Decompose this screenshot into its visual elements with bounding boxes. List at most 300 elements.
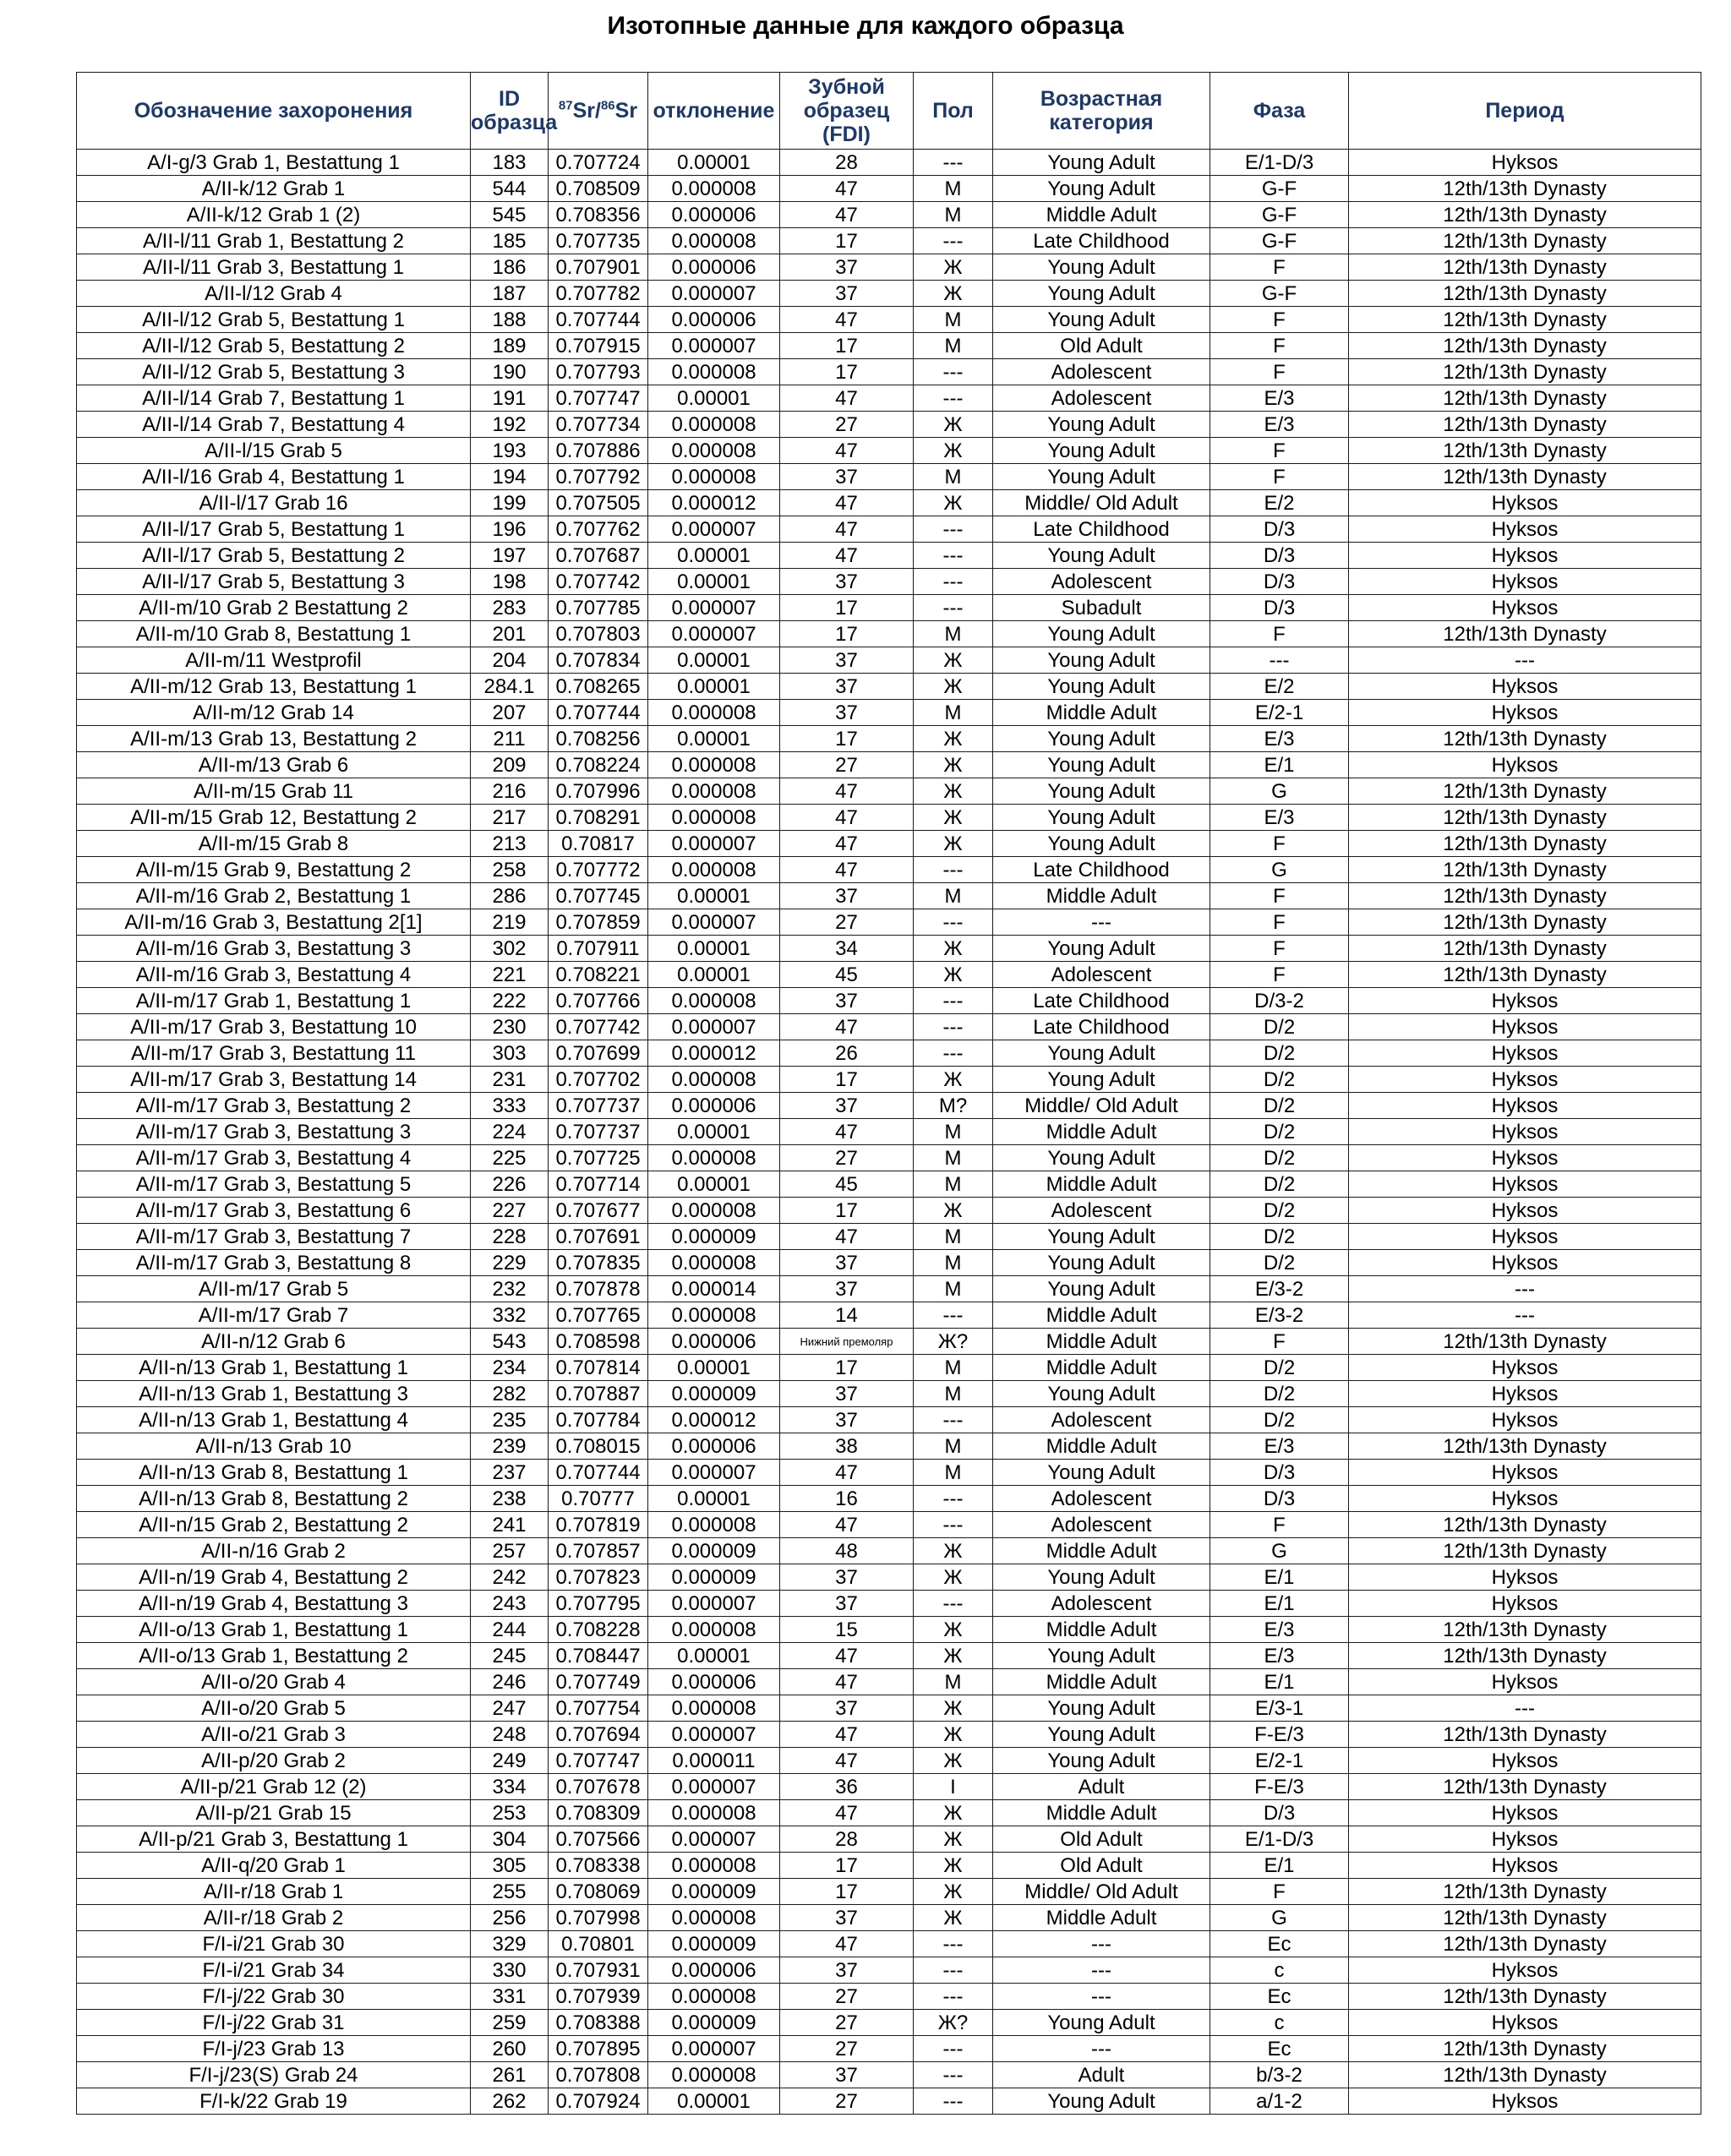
phase-cell: F (1210, 307, 1349, 333)
table-row (77, 778, 1701, 805)
burial-designation-cell: A/II-m/17 Grab 3, Bestattung 8 (77, 1250, 471, 1276)
burial-designation-cell: F/I-j/23 Grab 13 (77, 2036, 471, 2062)
period-cell: --- (1349, 1695, 1701, 1722)
period-cell: Hyksos (1349, 1014, 1701, 1040)
table-row (77, 2088, 1701, 2115)
table-row (77, 385, 1701, 412)
period-cell: Hyksos (1349, 1669, 1701, 1695)
age-category-cell: Young Adult (993, 621, 1210, 647)
table-row (77, 1381, 1701, 1407)
period-cell: Hyksos (1349, 988, 1701, 1014)
tooth-sample-cell: 15 (780, 1617, 914, 1643)
period-cell: Hyksos (1349, 490, 1701, 516)
table-row (77, 490, 1701, 516)
table-row (77, 647, 1701, 674)
deviation-cell: 0.00001 (648, 1486, 780, 1512)
sex-cell: М (914, 333, 993, 359)
period-cell: 12th/13th Dynasty (1349, 1512, 1701, 1538)
age-category-cell: Middle Adult (993, 1538, 1210, 1564)
table-row (77, 543, 1701, 569)
sample-id-cell: 238 (471, 1486, 549, 1512)
age-category-cell: Late Childhood (993, 228, 1210, 254)
table-row (77, 1460, 1701, 1486)
period-cell: Hyksos (1349, 1591, 1701, 1617)
age-category-cell: Young Adult (993, 674, 1210, 700)
sr-ratio-cell: 0.707808 (549, 2062, 648, 2088)
sample-id-cell: 284.1 (471, 674, 549, 700)
deviation-cell: 0.000008 (648, 778, 780, 805)
tooth-sample-cell: 37 (780, 1250, 914, 1276)
age-category-cell: Young Adult (993, 778, 1210, 805)
deviation-cell: 0.000012 (648, 1407, 780, 1433)
burial-designation-cell: A/II-o/20 Grab 5 (77, 1695, 471, 1722)
tooth-sample-cell: 47 (780, 857, 914, 883)
phase-cell: b/3-2 (1210, 2062, 1349, 2088)
deviation-cell: 0.000008 (648, 1984, 780, 2010)
sample-id-cell: 333 (471, 1093, 549, 1119)
phase-cell: E/3 (1210, 1617, 1349, 1643)
sr-ratio-cell: 0.708265 (549, 674, 648, 700)
age-category-cell: Middle Adult (993, 1617, 1210, 1643)
sample-id-cell: 331 (471, 1984, 549, 2010)
tooth-sample-cell: 27 (780, 2088, 914, 2115)
phase-cell: G (1210, 778, 1349, 805)
burial-designation-cell: A/II-r/18 Grab 1 (77, 1879, 471, 1905)
sr-ratio-cell: 0.708015 (549, 1433, 648, 1460)
burial-designation-cell: A/II-m/17 Grab 3, Bestattung 7 (77, 1224, 471, 1250)
period-cell: 12th/13th Dynasty (1349, 805, 1701, 831)
period-cell: Hyksos (1349, 150, 1701, 176)
table-row (77, 1250, 1701, 1276)
burial-designation-cell: A/II-l/17 Grab 5, Bestattung 1 (77, 516, 471, 543)
age-category-cell: Young Adult (993, 752, 1210, 778)
sr-ratio-cell: 0.707724 (549, 150, 648, 176)
sr-ratio-cell: 0.707744 (549, 700, 648, 726)
period-cell: 12th/13th Dynasty (1349, 359, 1701, 385)
deviation-cell: 0.000009 (648, 1381, 780, 1407)
burial-designation-cell: A/II-o/20 Grab 4 (77, 1669, 471, 1695)
burial-designation-cell: A/II-l/14 Grab 7, Bestattung 1 (77, 385, 471, 412)
deviation-cell: 0.000008 (648, 359, 780, 385)
period-cell: 12th/13th Dynasty (1349, 1905, 1701, 1931)
deviation-cell: 0.000006 (648, 1093, 780, 1119)
table-row (77, 176, 1701, 202)
burial-designation-cell: A/II-p/21 Grab 3, Bestattung 1 (77, 1826, 471, 1853)
phase-cell: D/2 (1210, 1250, 1349, 1276)
deviation-cell: 0.000008 (648, 700, 780, 726)
age-category-cell: Young Adult (993, 2088, 1210, 2115)
table-row (77, 1119, 1701, 1145)
phase-cell: F (1210, 333, 1349, 359)
period-cell: 12th/13th Dynasty (1349, 1879, 1701, 1905)
sample-id-cell: 217 (471, 805, 549, 831)
period-cell: Hyksos (1349, 1957, 1701, 1984)
age-category-cell: Young Adult (993, 254, 1210, 281)
sr-ratio-cell: 0.707859 (549, 909, 648, 936)
burial-designation-cell: A/II-l/17 Grab 5, Bestattung 3 (77, 569, 471, 595)
sr-ratio-cell: 0.707677 (549, 1198, 648, 1224)
tooth-sample-cell: 47 (780, 490, 914, 516)
deviation-cell: 0.000014 (648, 1276, 780, 1302)
age-category-cell: Young Adult (993, 1695, 1210, 1722)
period-cell: Hyksos (1349, 2088, 1701, 2115)
sr-ratio-cell: 0.707742 (549, 1014, 648, 1040)
header-sample-id: ID образца (471, 73, 549, 150)
age-category-cell: Adult (993, 2062, 1210, 2088)
table-row (77, 1276, 1701, 1302)
sex-cell: М (914, 621, 993, 647)
sex-cell: Ж (914, 1617, 993, 1643)
header-deviation: отклонение (648, 73, 780, 150)
table-row (77, 464, 1701, 490)
table-row (77, 1329, 1701, 1355)
period-cell: Hyksos (1349, 1224, 1701, 1250)
tooth-sample-cell: 37 (780, 1381, 914, 1407)
sex-cell: --- (914, 1040, 993, 1067)
table-row (77, 1538, 1701, 1564)
sample-id-cell: 242 (471, 1564, 549, 1591)
sex-cell: Ж (914, 254, 993, 281)
tooth-sample-cell: 47 (780, 1669, 914, 1695)
sr-ratio-cell: 0.708221 (549, 962, 648, 988)
table-row (77, 595, 1701, 621)
sex-cell: Ж (914, 1905, 993, 1931)
tooth-sample-cell: 37 (780, 281, 914, 307)
sr-ratio-cell: 0.707742 (549, 569, 648, 595)
sr-ratio-cell: 0.707803 (549, 621, 648, 647)
table-row (77, 726, 1701, 752)
tooth-sample-cell: 37 (780, 2062, 914, 2088)
sample-id-cell: 283 (471, 595, 549, 621)
tooth-sample-cell: 37 (780, 674, 914, 700)
period-cell: Hyksos (1349, 1093, 1701, 1119)
sr-ratio-cell: 0.707998 (549, 1905, 648, 1931)
sex-cell: М (914, 1355, 993, 1381)
age-category-cell: Young Adult (993, 464, 1210, 490)
age-category-cell: Young Adult (993, 1722, 1210, 1748)
sex-cell: Ж (914, 1067, 993, 1093)
phase-cell: G-F (1210, 228, 1349, 254)
burial-designation-cell: A/II-l/15 Grab 5 (77, 438, 471, 464)
period-cell: Hyksos (1349, 700, 1701, 726)
sex-cell: Ж (914, 1198, 993, 1224)
burial-designation-cell: A/II-n/15 Grab 2, Bestattung 2 (77, 1512, 471, 1538)
period-cell: Hyksos (1349, 1040, 1701, 1067)
deviation-cell: 0.000008 (648, 1067, 780, 1093)
deviation-cell: 0.00001 (648, 674, 780, 700)
period-cell: Hyksos (1349, 1381, 1701, 1407)
burial-designation-cell: F/I-i/21 Grab 34 (77, 1957, 471, 1984)
burial-designation-cell: A/II-m/17 Grab 3, Bestattung 11 (77, 1040, 471, 1067)
period-cell: 12th/13th Dynasty (1349, 1329, 1701, 1355)
sr-ratio-cell: 0.707931 (549, 1957, 648, 1984)
sample-id-cell: 222 (471, 988, 549, 1014)
phase-cell: D/3 (1210, 569, 1349, 595)
table-row (77, 359, 1701, 385)
phase-cell: E/3-2 (1210, 1276, 1349, 1302)
sample-id-cell: 229 (471, 1250, 549, 1276)
sample-id-cell: 193 (471, 438, 549, 464)
deviation-cell: 0.000008 (648, 752, 780, 778)
tooth-sample-cell: 45 (780, 962, 914, 988)
deviation-cell: 0.000007 (648, 333, 780, 359)
phase-cell: D/2 (1210, 1171, 1349, 1198)
sex-cell: Ж (914, 936, 993, 962)
burial-designation-cell: A/II-n/12 Grab 6 (77, 1329, 471, 1355)
deviation-cell: 0.000007 (648, 621, 780, 647)
period-cell: 12th/13th Dynasty (1349, 438, 1701, 464)
tooth-sample-cell: 47 (780, 1119, 914, 1145)
table-row (77, 307, 1701, 333)
tooth-sample-cell: 14 (780, 1302, 914, 1329)
phase-cell: G (1210, 857, 1349, 883)
burial-designation-cell: A/II-m/17 Grab 3, Bestattung 6 (77, 1198, 471, 1224)
sr-ratio-cell: 0.707785 (549, 595, 648, 621)
sex-cell: Ж (914, 1800, 993, 1826)
table-row (77, 281, 1701, 307)
period-cell: 12th/13th Dynasty (1349, 385, 1701, 412)
age-category-cell: --- (993, 1984, 1210, 2010)
phase-cell: D/2 (1210, 1224, 1349, 1250)
burial-designation-cell: F/I-i/21 Grab 30 (77, 1931, 471, 1957)
sample-id-cell: 201 (471, 621, 549, 647)
deviation-cell: 0.000009 (648, 1564, 780, 1591)
sample-id-cell: 329 (471, 1931, 549, 1957)
phase-cell: F (1210, 883, 1349, 909)
sex-cell: М (914, 1433, 993, 1460)
deviation-cell: 0.00001 (648, 1171, 780, 1198)
sample-id-cell: 237 (471, 1460, 549, 1486)
sex-cell: --- (914, 1957, 993, 1984)
sr-ratio-cell: 0.707566 (549, 1826, 648, 1853)
tooth-sample-cell: 38 (780, 1433, 914, 1460)
phase-cell: Ec (1210, 1984, 1349, 2010)
tooth-sample-cell: 47 (780, 1512, 914, 1538)
burial-designation-cell: A/II-m/13 Grab 13, Bestattung 2 (77, 726, 471, 752)
table-row (77, 752, 1701, 778)
deviation-cell: 0.00001 (648, 883, 780, 909)
sample-id-cell: 303 (471, 1040, 549, 1067)
phase-cell: D/2 (1210, 1381, 1349, 1407)
age-category-cell: Middle Adult (993, 1355, 1210, 1381)
deviation-cell: 0.000006 (648, 202, 780, 228)
sr-ratio-cell: 0.707744 (549, 307, 648, 333)
sample-id-cell: 260 (471, 2036, 549, 2062)
sample-id-cell: 219 (471, 909, 549, 936)
sample-id-cell: 239 (471, 1433, 549, 1460)
sr-ratio-cell: 0.707699 (549, 1040, 648, 1067)
deviation-cell: 0.000008 (648, 1198, 780, 1224)
age-category-cell: Adult (993, 1774, 1210, 1800)
deviation-cell: 0.000009 (648, 1538, 780, 1564)
tooth-sample-cell: 27 (780, 909, 914, 936)
sr-ratio-cell: 0.708309 (549, 1800, 648, 1826)
sample-id-cell: 198 (471, 569, 549, 595)
age-category-cell: Young Adult (993, 1643, 1210, 1669)
burial-designation-cell: A/II-l/12 Grab 5, Bestattung 3 (77, 359, 471, 385)
table-row (77, 1171, 1701, 1198)
tooth-sample-cell: 37 (780, 464, 914, 490)
burial-designation-cell: A/II-l/16 Grab 4, Bestattung 1 (77, 464, 471, 490)
sr-ratio-cell: 0.707754 (549, 1695, 648, 1722)
sr-ratio-cell: 0.708228 (549, 1617, 648, 1643)
sr-ratio-cell: 0.707762 (549, 516, 648, 543)
sample-id-cell: 255 (471, 1879, 549, 1905)
tooth-sample-cell: 26 (780, 1040, 914, 1067)
phase-cell: F (1210, 1879, 1349, 1905)
tooth-sample-cell: 37 (780, 883, 914, 909)
tooth-sample-cell: 47 (780, 1643, 914, 1669)
sex-cell: М (914, 1250, 993, 1276)
burial-designation-cell: A/II-m/17 Grab 3, Bestattung 10 (77, 1014, 471, 1040)
period-cell: Hyksos (1349, 1853, 1701, 1879)
period-cell: Hyksos (1349, 1800, 1701, 1826)
deviation-cell: 0.000008 (648, 412, 780, 438)
deviation-cell: 0.000006 (648, 307, 780, 333)
sr-ratio-cell: 0.707691 (549, 1224, 648, 1250)
sex-cell: I (914, 1774, 993, 1800)
tooth-sample-cell: 47 (780, 176, 914, 202)
table-row (77, 1800, 1701, 1826)
deviation-cell: 0.000008 (648, 1145, 780, 1171)
table-row (77, 1302, 1701, 1329)
sex-cell: --- (914, 1407, 993, 1433)
tooth-sample-cell: 37 (780, 988, 914, 1014)
sample-id-cell: 248 (471, 1722, 549, 1748)
table-row (77, 1879, 1701, 1905)
table-row (77, 909, 1701, 936)
age-category-cell: Young Adult (993, 1145, 1210, 1171)
sample-id-cell: 262 (471, 2088, 549, 2115)
tooth-sample-cell: 47 (780, 1460, 914, 1486)
burial-designation-cell: A/II-n/13 Grab 8, Bestattung 1 (77, 1460, 471, 1486)
table-row (77, 202, 1701, 228)
table-row (77, 1774, 1701, 1800)
tooth-sample-cell: 27 (780, 752, 914, 778)
deviation-cell: 0.000008 (648, 1250, 780, 1276)
sex-cell: Ж? (914, 2010, 993, 2036)
tooth-sample-cell: 47 (780, 438, 914, 464)
deviation-cell: 0.00001 (648, 962, 780, 988)
age-category-cell: Middle Adult (993, 1800, 1210, 1826)
tooth-sample-cell: 27 (780, 2010, 914, 2036)
age-category-cell: Young Adult (993, 936, 1210, 962)
sr-ratio-cell: 0.707857 (549, 1538, 648, 1564)
deviation-cell: 0.000008 (648, 857, 780, 883)
age-category-cell: Adolescent (993, 1591, 1210, 1617)
sr-ratio-cell: 0.707939 (549, 1984, 648, 2010)
sr-ratio-cell: 0.707505 (549, 490, 648, 516)
age-category-cell: Middle Adult (993, 1433, 1210, 1460)
phase-cell: D/3-2 (1210, 988, 1349, 1014)
sr-ratio-cell: 0.707766 (549, 988, 648, 1014)
period-cell: 12th/13th Dynasty (1349, 883, 1701, 909)
sample-id-cell: 257 (471, 1538, 549, 1564)
burial-designation-cell: A/II-m/17 Grab 7 (77, 1302, 471, 1329)
sample-id-cell: 282 (471, 1381, 549, 1407)
table-row (77, 1486, 1701, 1512)
tooth-sample-cell: 37 (780, 254, 914, 281)
deviation-cell: 0.000007 (648, 516, 780, 543)
sr-ratio-cell: 0.707714 (549, 1171, 648, 1198)
phase-cell: F (1210, 621, 1349, 647)
deviation-cell: 0.000007 (648, 831, 780, 857)
period-cell: 12th/13th Dynasty (1349, 962, 1701, 988)
tooth-sample-cell: 27 (780, 1984, 914, 2010)
period-cell: 12th/13th Dynasty (1349, 176, 1701, 202)
header-age-category: Возрастная категория (993, 73, 1210, 150)
period-cell: 12th/13th Dynasty (1349, 333, 1701, 359)
sr-ratio-cell: 0.707823 (549, 1564, 648, 1591)
phase-cell: F (1210, 464, 1349, 490)
deviation-cell: 0.000008 (648, 438, 780, 464)
age-category-cell: Middle/ Old Adult (993, 1093, 1210, 1119)
sex-cell: М (914, 700, 993, 726)
sex-cell: Ж (914, 752, 993, 778)
period-cell: 12th/13th Dynasty (1349, 464, 1701, 490)
burial-designation-cell: A/II-r/18 Grab 2 (77, 1905, 471, 1931)
age-category-cell: Young Adult (993, 805, 1210, 831)
phase-cell: E/3 (1210, 412, 1349, 438)
sex-cell: Ж (914, 674, 993, 700)
burial-designation-cell: A/II-m/17 Grab 1, Bestattung 1 (77, 988, 471, 1014)
period-cell: Hyksos (1349, 1486, 1701, 1512)
sample-id-cell: 244 (471, 1617, 549, 1643)
phase-cell: E/2-1 (1210, 1748, 1349, 1774)
burial-designation-cell: A/II-p/21 Grab 15 (77, 1800, 471, 1826)
sex-cell: М (914, 1460, 993, 1486)
sex-cell: --- (914, 1931, 993, 1957)
deviation-cell: 0.000009 (648, 2010, 780, 2036)
sample-id-cell: 228 (471, 1224, 549, 1250)
sr-ratio-cell: 0.708509 (549, 176, 648, 202)
age-category-cell: Young Adult (993, 726, 1210, 752)
deviation-cell: 0.00001 (648, 936, 780, 962)
burial-designation-cell: A/II-m/12 Grab 13, Bestattung 1 (77, 674, 471, 700)
header-sex: Пол (914, 73, 993, 150)
sample-id-cell: 330 (471, 1957, 549, 1984)
burial-designation-cell: A/II-m/16 Grab 3, Bestattung 3 (77, 936, 471, 962)
tooth-sample-cell: 37 (780, 1407, 914, 1433)
sex-cell: --- (914, 228, 993, 254)
period-cell: --- (1349, 1302, 1701, 1329)
age-category-cell: Adolescent (993, 962, 1210, 988)
burial-designation-cell: A/II-l/11 Grab 3, Bestattung 1 (77, 254, 471, 281)
sr-ratio-cell: 0.707744 (549, 1460, 648, 1486)
tooth-sample-cell: 17 (780, 1355, 914, 1381)
period-cell: 12th/13th Dynasty (1349, 1433, 1701, 1460)
table-row (77, 569, 1701, 595)
header-row (77, 73, 1701, 150)
phase-cell: F (1210, 909, 1349, 936)
phase-cell: D/2 (1210, 1145, 1349, 1171)
tooth-sample-cell: 37 (780, 700, 914, 726)
phase-cell: E/3 (1210, 1643, 1349, 1669)
burial-designation-cell: A/II-l/17 Grab 5, Bestattung 2 (77, 543, 471, 569)
period-cell: Hyksos (1349, 1171, 1701, 1198)
deviation-cell: 0.000008 (648, 228, 780, 254)
phase-cell: Ec (1210, 2036, 1349, 2062)
sample-id-cell: 543 (471, 1329, 549, 1355)
header-burial-designation: Обозначение захоронения (77, 73, 471, 150)
deviation-cell: 0.000008 (648, 464, 780, 490)
period-cell: 12th/13th Dynasty (1349, 909, 1701, 936)
table-row (77, 1905, 1701, 1931)
sample-id-cell: 245 (471, 1643, 549, 1669)
phase-cell: D/3 (1210, 1486, 1349, 1512)
sample-id-cell: 225 (471, 1145, 549, 1171)
table-row (77, 1067, 1701, 1093)
